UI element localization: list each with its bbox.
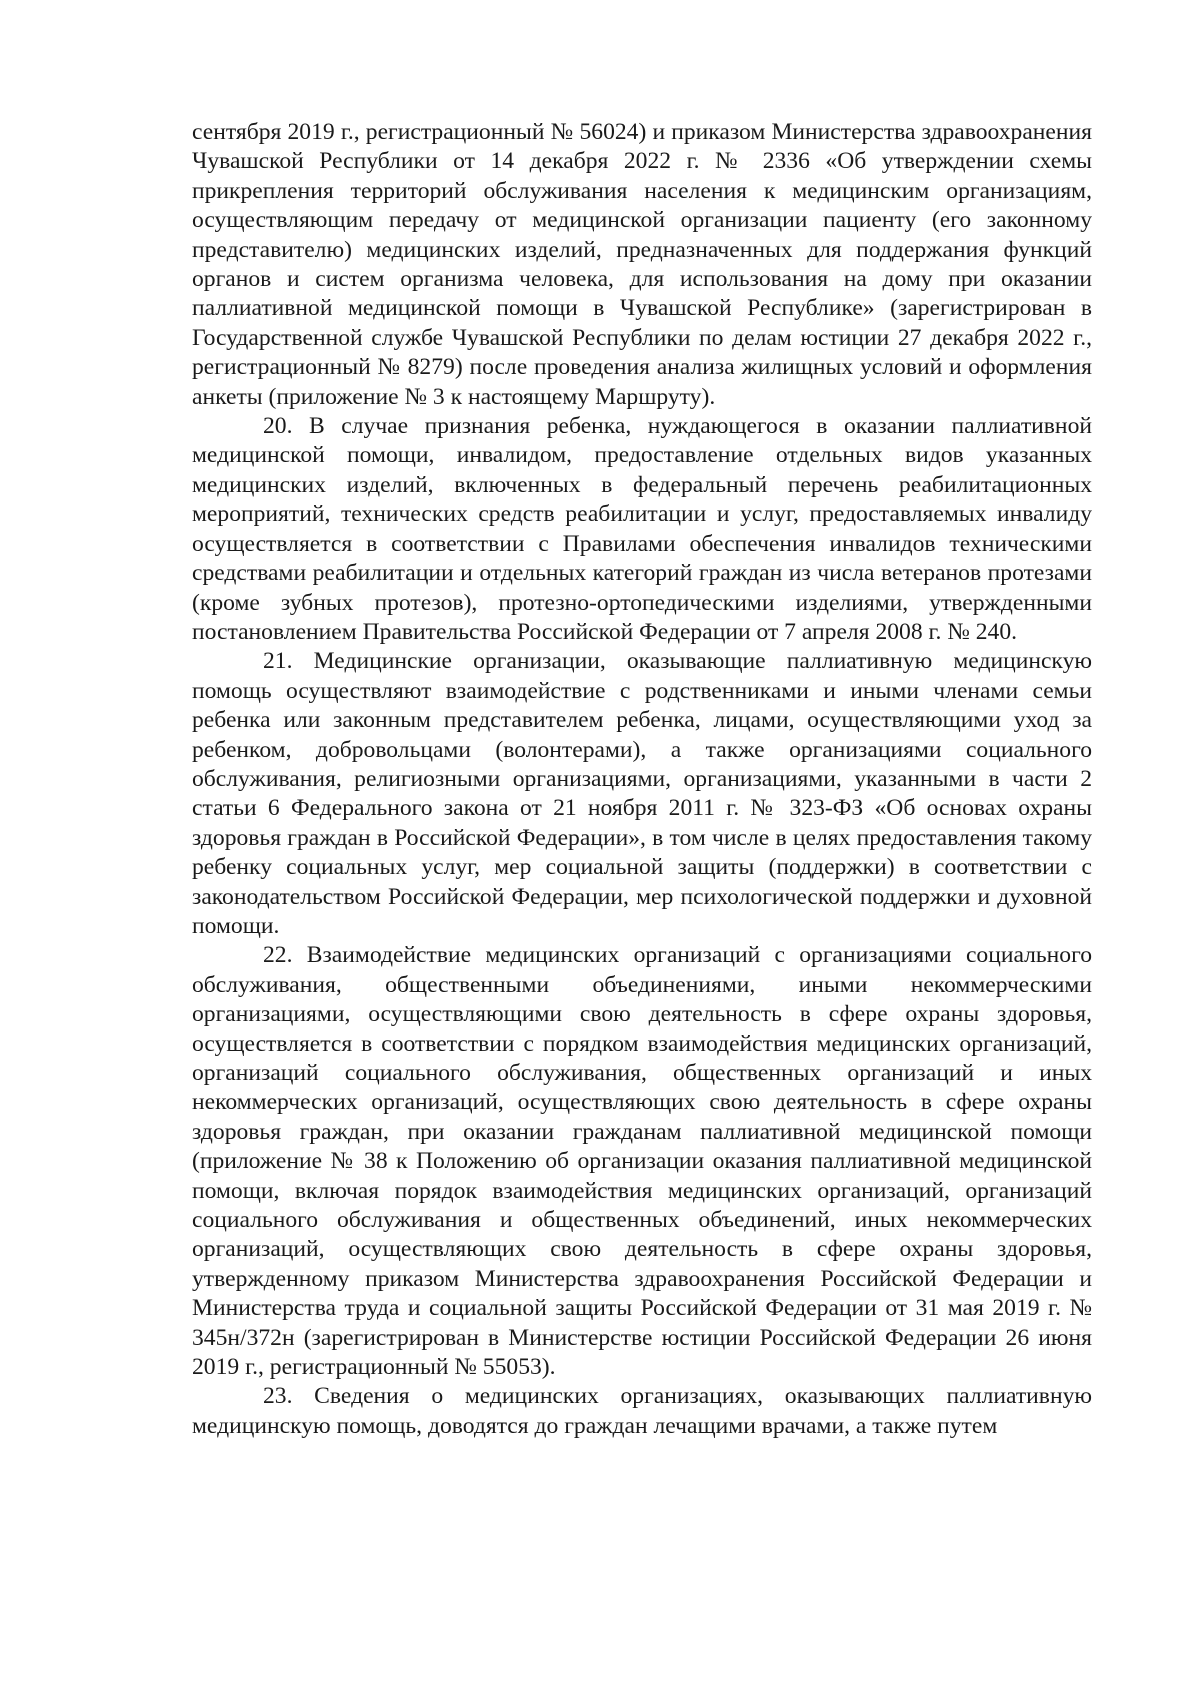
paragraph-item-22: 22. Взаимодействие медицинских организаций с организациями социального обслуживания, общественными объединениями, иными некоммерческими организациями, осуществляющими свою деятельность в сфере охраны здоровья, осуществляется в соответствии с порядком взаимодействия медицинских организаций, организаций социального обслуживания, общественных организаций и иных некоммерческих организаций, осуществляющих свою деятельность в сфере охраны здоровья граждан, при оказании гражданам паллиативной медицинской помощи (приложение № 38 к Положению об организации оказания паллиативной медицинской помощи, включая порядок взаимодействия медицинских организаций, организаций социального обслуживания и общественных объединений, иных некоммерческих организаций, осуществляющих свою деятельность в сфере охраны здоровья, утвержденному приказом Министерства здравоохранения Российской Федерации и Министерства труда и социальной защиты Российской Федерации от 31 мая 2019 г. № 345н/372н (зарегистрирован в Министерстве юстиции Российской Федерации 26 июня 2019 г., регистрационный № 55053). — [192, 942, 1092, 1381]
paragraph-item-23: 23. Сведения о медицинских организациях, оказывающих паллиативную медицинскую помощь, доводятся до граждан лечащими врачами, а также путем — [192, 1383, 1092, 1439]
paragraph-item-20: 20. В случае признания ребенка, нуждающегося в оказании паллиативной медицинской помощи, инвалидом, предоставление отдельных видов указанных медицинских изделий, включенных в федеральный перечень реабилитационных мероприятий, технических средств реабилитации и услуг, предоставляемых инвалиду осуществляется в соответствии с Правилами обеспечения инвалидов техническими средствами реабилитации и отдельных категорий граждан из числа ветеранов протезами (кроме зубных протезов), протезно-ортопедическими изделиями, утвержденными постановлением Правительства Российской Федерации от 7 апреля 2008 г. № 240. — [192, 413, 1092, 645]
paragraph-item-21: 21. Медицинские организации, оказывающие паллиативную медицинскую помощь осуществляют взаимодействие с родственниками и иными членами семьи ребенка или законным представителем ребенка, лицами, осуществляющими уход за ребенком, добровольцами (волонтерами), а также организациями социального обслуживания, религиозными организациями, организациями, указанными в части 2 статьи 6 Федерального закона от 21 ноября 2011 г. № 323-ФЗ «Об основах охраны здоровья граждан в Российской Федерации», в том числе в целях предоставления такому ребенку социальных услуг, мер социальной защиты (поддержки) в соответствии с законодательством Российской Федерации, мер психологической поддержки и духовной помощи. — [192, 648, 1092, 939]
document-body — [192, 118, 1092, 1441]
paragraph-continuation: сентября 2019 г., регистрационный № 56024) и приказом Министерства здравоохранения Чувашской Республики от 14 декабря 2022 г. № 2336 «Об утверждении схемы прикрепления территорий обслуживания населения к медицинским организациям, осуществляющим передачу от медицинской организации пациенту (его законному представителю) медицинских изделий, предназначенных для поддержания функций органов и систем организма человека, для использования на дому при оказании паллиативной медицинской помощи в Чувашской Республике» (зарегистрирован в Государственной службе Чувашской Республики по делам юстиции 27 декабря 2022 г., регистрационный № 8279) после проведения анализа жилищных условий и оформления анкеты (приложение № 3 к настоящему Маршруту). — [192, 119, 1092, 410]
